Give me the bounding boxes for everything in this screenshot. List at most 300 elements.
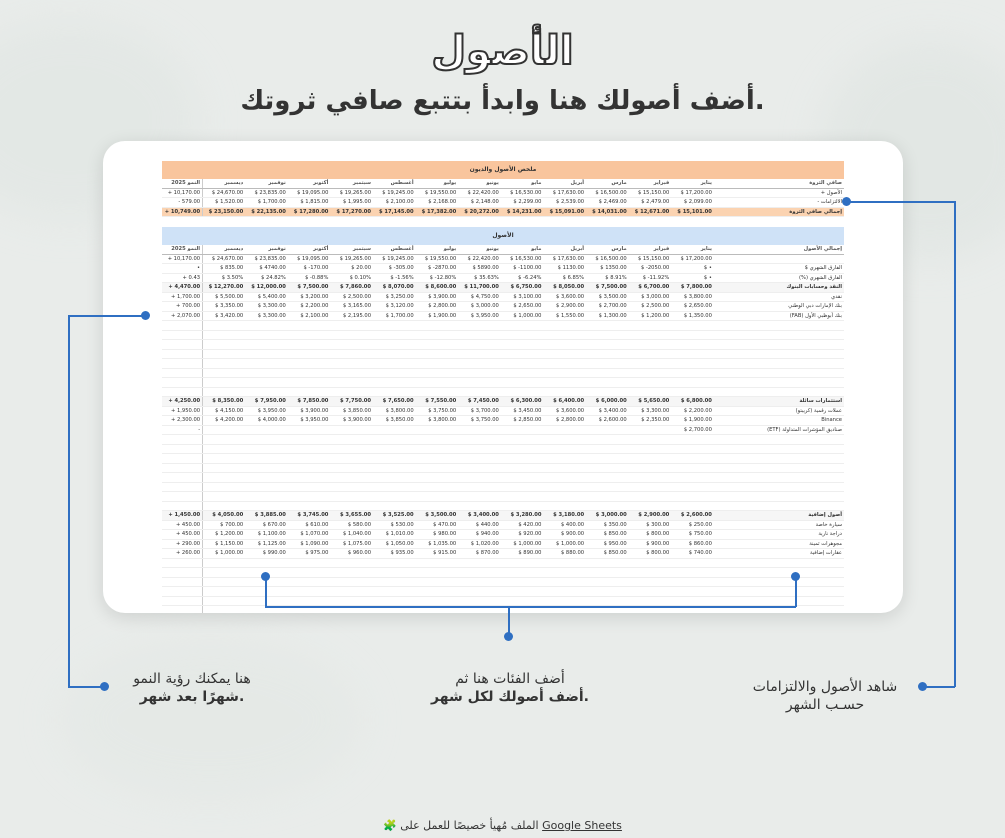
empty-cell xyxy=(416,340,459,350)
asset-item-row[interactable] xyxy=(162,292,844,302)
empty-cell xyxy=(203,321,246,331)
value-cell: $ -1100.00 xyxy=(501,264,544,274)
empty-cell xyxy=(288,587,331,597)
asset-section-row[interactable] xyxy=(162,511,844,521)
empty-row[interactable] xyxy=(162,359,844,369)
empty-cell xyxy=(203,454,246,464)
value-cell: $ 17,630.00 xyxy=(543,254,586,264)
empty-cell xyxy=(162,568,203,578)
value-cell: $ 2,100.00 xyxy=(288,311,331,321)
summary-band: ملخص الأصول والديون xyxy=(162,161,844,179)
empty-cell xyxy=(586,463,629,473)
empty-cell xyxy=(671,473,714,483)
value-cell: $ 7,860.00 xyxy=(330,283,373,293)
empty-cell xyxy=(671,359,714,369)
value-cell: $ 2,500.00 xyxy=(629,302,672,312)
value-cell: $ 6,750.00 xyxy=(501,283,544,293)
empty-cell xyxy=(288,463,331,473)
empty-cell xyxy=(245,587,288,597)
empty-row[interactable] xyxy=(162,492,844,502)
summary-row[interactable] xyxy=(162,198,844,208)
empty-cell xyxy=(416,568,459,578)
value-cell: $ -0.88% xyxy=(288,273,331,283)
empty-cell xyxy=(330,359,373,369)
empty-cell xyxy=(714,558,844,568)
value-cell: $ 700.00 xyxy=(203,520,246,530)
value-cell: $ -2870.00 xyxy=(416,264,459,274)
value-cell: $ 1,520.00 xyxy=(203,198,246,208)
empty-cell xyxy=(458,577,501,587)
value-cell: $ 3,000.00 xyxy=(629,292,672,302)
value-cell: $ 24,670.00 xyxy=(203,254,246,264)
empty-cell xyxy=(543,577,586,587)
value-cell: $ 3,500.00 xyxy=(586,292,629,302)
value-cell: $ 3,900.00 xyxy=(330,416,373,426)
empty-cell xyxy=(543,444,586,454)
asset-item-row[interactable] xyxy=(162,530,844,540)
value-cell: $ 3,120.00 xyxy=(373,302,416,312)
value-cell: $ 990.00 xyxy=(245,549,288,559)
value-cell: $ 17,145.00 xyxy=(373,207,416,217)
empty-cell xyxy=(586,482,629,492)
value-cell: $ 3,165.00 xyxy=(330,302,373,312)
asset-item-row[interactable] xyxy=(162,302,844,312)
empty-cell xyxy=(203,387,246,397)
connector-line xyxy=(954,201,956,687)
empty-cell xyxy=(373,558,416,568)
empty-cell xyxy=(288,321,331,331)
month-header: فبراير xyxy=(629,179,672,188)
asset-item-row[interactable] xyxy=(162,311,844,321)
footer-note: 🧩 الملف مُهيأ خصيصًا للعمل على Google Sheets xyxy=(383,819,622,832)
empty-cell xyxy=(501,435,544,445)
value-cell: $ 3,750.00 xyxy=(416,406,459,416)
asset-item-row[interactable] xyxy=(162,549,844,559)
empty-cell xyxy=(416,558,459,568)
net-worth-total-row[interactable] xyxy=(162,207,844,217)
empty-cell xyxy=(330,349,373,359)
empty-cell xyxy=(543,492,586,502)
value-cell: $ 6,000.00 xyxy=(586,397,629,407)
growth-header: النمو 2025 xyxy=(162,179,203,188)
value-cell: $ 3,850.00 xyxy=(330,406,373,416)
empty-cell xyxy=(501,482,544,492)
row-label: استثمارات سائلة xyxy=(714,397,844,407)
value-cell: $ 3,500.00 xyxy=(416,511,459,521)
empty-cell xyxy=(458,596,501,606)
value-cell: $ 2,148.00 xyxy=(458,198,501,208)
empty-cell xyxy=(203,340,246,350)
value-cell: $ 400.00 xyxy=(543,520,586,530)
empty-cell xyxy=(586,368,629,378)
value-cell xyxy=(543,425,586,435)
value-cell: $ 440.00 xyxy=(458,520,501,530)
empty-cell xyxy=(543,463,586,473)
month-header: نوفمبر xyxy=(245,179,288,188)
value-cell: $ 7,500.00 xyxy=(586,283,629,293)
value-cell: $ 960.00 xyxy=(330,549,373,559)
empty-row[interactable] xyxy=(162,378,844,388)
empty-cell xyxy=(543,568,586,578)
value-cell: $ 12,671.00 xyxy=(629,207,672,217)
value-cell: $ 3,350.00 xyxy=(203,302,246,312)
value-cell: $ 4,050.00 xyxy=(203,511,246,521)
empty-cell xyxy=(162,435,203,445)
empty-cell xyxy=(501,330,544,340)
empty-cell xyxy=(416,330,459,340)
asset-item-row[interactable] xyxy=(162,520,844,530)
asset-item-row[interactable] xyxy=(162,406,844,416)
connector-line xyxy=(68,686,104,688)
empty-cell xyxy=(162,454,203,464)
value-cell: $ 915.00 xyxy=(416,549,459,559)
assets-table xyxy=(162,245,844,613)
summary-row[interactable] xyxy=(162,188,844,198)
empty-cell xyxy=(330,368,373,378)
empty-cell xyxy=(714,473,844,483)
empty-cell xyxy=(671,321,714,331)
empty-cell xyxy=(203,596,246,606)
empty-cell xyxy=(458,340,501,350)
empty-cell xyxy=(543,558,586,568)
empty-cell xyxy=(203,435,246,445)
value-cell: $ 8,600.00 xyxy=(416,283,459,293)
row-label: الفارق الشهري $ xyxy=(714,264,844,274)
empty-cell xyxy=(162,558,203,568)
month-header: ديسمبر xyxy=(203,179,246,188)
value-cell: $ 5,650.00 xyxy=(629,397,672,407)
empty-cell xyxy=(714,577,844,587)
value-cell: $ 975.00 xyxy=(288,549,331,559)
empty-cell xyxy=(373,454,416,464)
empty-cell xyxy=(714,587,844,597)
connector-line xyxy=(68,315,144,317)
empty-cell xyxy=(501,577,544,587)
empty-cell xyxy=(373,568,416,578)
label-header: إجمالي الأصول xyxy=(714,245,844,254)
empty-row[interactable] xyxy=(162,444,844,454)
row-label: الأصول + xyxy=(714,188,844,198)
month-header: يونيو xyxy=(458,245,501,254)
empty-cell xyxy=(458,463,501,473)
empty-cell xyxy=(629,378,672,388)
empty-cell xyxy=(330,321,373,331)
empty-cell xyxy=(245,596,288,606)
empty-cell xyxy=(373,368,416,378)
empty-cell xyxy=(330,568,373,578)
empty-cell xyxy=(629,473,672,483)
growth-cell: + 2,300.00 xyxy=(162,416,203,426)
empty-cell xyxy=(416,349,459,359)
value-cell: $ 19,245.00 xyxy=(373,188,416,198)
empty-cell xyxy=(330,340,373,350)
value-cell: $ 1,995.00 xyxy=(330,198,373,208)
empty-cell xyxy=(714,340,844,350)
value-cell: $ 1,075.00 xyxy=(330,539,373,549)
assets-band: الأصول xyxy=(162,227,844,245)
empty-cell xyxy=(458,482,501,492)
value-cell: $ -1.56% xyxy=(373,273,416,283)
growth-cell: • xyxy=(162,264,203,274)
page-subtitle: أضف أصولك هنا وابدأ بتتبع صافي ثروتك. xyxy=(240,86,765,116)
empty-cell xyxy=(162,463,203,473)
empty-cell xyxy=(330,387,373,397)
empty-cell xyxy=(288,378,331,388)
empty-row[interactable] xyxy=(162,368,844,378)
empty-cell xyxy=(543,359,586,369)
value-cell: $ 3,885.00 xyxy=(245,511,288,521)
empty-cell xyxy=(458,435,501,445)
empty-row[interactable] xyxy=(162,482,844,492)
value-cell: $ 2,800.00 xyxy=(543,416,586,426)
value-cell: $ 7,750.00 xyxy=(330,397,373,407)
empty-cell xyxy=(373,501,416,511)
row-label: النقد وحسابات البنوك xyxy=(714,283,844,293)
asset-item-row[interactable] xyxy=(162,416,844,426)
empty-cell xyxy=(629,463,672,473)
page-title: الأصول xyxy=(431,28,574,74)
empty-cell xyxy=(629,435,672,445)
empty-cell xyxy=(203,482,246,492)
value-cell: $ 23,150.00 xyxy=(203,207,246,217)
month-header: يونيو xyxy=(458,179,501,188)
asset-item-row[interactable] xyxy=(162,539,844,549)
empty-row[interactable] xyxy=(162,340,844,350)
row-label: دراجة نارية xyxy=(714,530,844,540)
empty-cell xyxy=(586,387,629,397)
value-cell: $ 2,479.00 xyxy=(629,198,672,208)
value-cell: $ 16,530.00 xyxy=(501,254,544,264)
empty-cell xyxy=(629,387,672,397)
empty-cell xyxy=(416,368,459,378)
google-sheets-link[interactable]: Google Sheets xyxy=(542,819,622,832)
value-cell: $ 1,000.00 xyxy=(501,311,544,321)
empty-cell xyxy=(543,596,586,606)
value-cell: $ 740.00 xyxy=(671,549,714,559)
empty-cell xyxy=(203,368,246,378)
value-cell: $ 2,650.00 xyxy=(501,302,544,312)
connector-dot-left xyxy=(100,682,109,691)
empty-cell xyxy=(162,501,203,511)
empty-cell xyxy=(203,378,246,388)
empty-cell xyxy=(629,454,672,464)
empty-cell xyxy=(162,444,203,454)
value-cell: $ 800.00 xyxy=(629,549,672,559)
value-cell: $ 19,550.00 xyxy=(416,254,459,264)
empty-cell xyxy=(671,387,714,397)
month-header: أكتوبر xyxy=(288,245,331,254)
value-cell: $ 17,382.00 xyxy=(416,207,459,217)
empty-cell xyxy=(373,435,416,445)
empty-cell xyxy=(288,454,331,464)
summary-table xyxy=(162,179,844,217)
empty-cell xyxy=(543,378,586,388)
empty-cell xyxy=(671,558,714,568)
empty-cell xyxy=(330,482,373,492)
empty-cell xyxy=(671,340,714,350)
empty-cell xyxy=(245,454,288,464)
empty-cell xyxy=(288,340,331,350)
value-cell: $ 3,400.00 xyxy=(586,406,629,416)
empty-cell xyxy=(629,330,672,340)
growth-cell: + 1,950.00 xyxy=(162,406,203,416)
value-cell: $ 1,020.00 xyxy=(458,539,501,549)
empty-row[interactable] xyxy=(162,454,844,464)
empty-cell xyxy=(629,349,672,359)
value-cell xyxy=(330,425,373,435)
empty-row[interactable] xyxy=(162,558,844,568)
empty-cell xyxy=(373,587,416,597)
value-cell: $ 2,200.00 xyxy=(288,302,331,312)
connector-line xyxy=(265,576,267,607)
empty-cell xyxy=(288,501,331,511)
value-cell: $ 15,101.00 xyxy=(671,207,714,217)
empty-cell xyxy=(501,463,544,473)
value-cell: $ 1,000.00 xyxy=(501,539,544,549)
value-cell: $ 3,450.00 xyxy=(501,406,544,416)
empty-cell xyxy=(586,587,629,597)
value-cell: $ 4,750.00 xyxy=(458,292,501,302)
value-cell: $ -2050.00 xyxy=(629,264,672,274)
empty-cell xyxy=(416,387,459,397)
empty-cell xyxy=(330,435,373,445)
value-cell: $ 2,469.00 xyxy=(586,198,629,208)
empty-cell xyxy=(245,378,288,388)
value-cell: $ 2,100.00 xyxy=(373,198,416,208)
value-cell: $ 860.00 xyxy=(671,539,714,549)
empty-cell xyxy=(629,577,672,587)
value-cell: $ 950.00 xyxy=(586,539,629,549)
empty-cell xyxy=(203,501,246,511)
month-header: سبتمبر xyxy=(330,245,373,254)
value-cell xyxy=(245,425,288,435)
empty-cell xyxy=(162,349,203,359)
empty-row[interactable] xyxy=(162,473,844,483)
value-cell: $ 22,420.00 xyxy=(458,254,501,264)
empty-cell xyxy=(416,492,459,502)
empty-cell xyxy=(714,463,844,473)
empty-cell xyxy=(458,359,501,369)
total-assets-row[interactable] xyxy=(162,254,844,264)
value-cell: $ 3,800.00 xyxy=(671,292,714,302)
value-cell: $ -170.00 xyxy=(288,264,331,274)
row-label: الالتزامات - xyxy=(714,198,844,208)
empty-cell xyxy=(203,473,246,483)
value-cell: $ 3,300.00 xyxy=(629,406,672,416)
value-cell: $ 15,091.00 xyxy=(543,207,586,217)
empty-cell xyxy=(714,501,844,511)
empty-cell xyxy=(714,330,844,340)
empty-cell xyxy=(586,501,629,511)
growth-cell: + 700.00 xyxy=(162,302,203,312)
empty-cell xyxy=(162,606,203,614)
empty-cell xyxy=(501,596,544,606)
empty-cell xyxy=(203,444,246,454)
row-label: إجمالي صافي الثروة xyxy=(714,207,844,217)
asset-section-row[interactable] xyxy=(162,397,844,407)
empty-row[interactable] xyxy=(162,387,844,397)
value-cell: $ 6,400.00 xyxy=(543,397,586,407)
asset-section-row[interactable] xyxy=(162,283,844,293)
empty-cell xyxy=(162,587,203,597)
value-cell: $ 22,135.00 xyxy=(245,207,288,217)
empty-cell xyxy=(288,330,331,340)
empty-cell xyxy=(373,321,416,331)
empty-cell xyxy=(373,482,416,492)
empty-cell xyxy=(458,568,501,578)
empty-row[interactable] xyxy=(162,321,844,331)
value-cell: $ 3,950.00 xyxy=(288,416,331,426)
growth-cell: + 450.00 xyxy=(162,520,203,530)
empty-cell xyxy=(586,568,629,578)
value-cell: $ 8,350.00 xyxy=(203,397,246,407)
value-cell: $ 3,900.00 xyxy=(416,292,459,302)
value-cell: $ 5,400.00 xyxy=(245,292,288,302)
empty-cell xyxy=(586,435,629,445)
value-cell: $ 7,850.00 xyxy=(288,397,331,407)
connector-line xyxy=(265,606,796,608)
growth-cell: + 260.00 xyxy=(162,549,203,559)
empty-cell xyxy=(245,359,288,369)
empty-cell xyxy=(671,568,714,578)
empty-row[interactable] xyxy=(162,435,844,445)
value-cell: $ 530.00 xyxy=(373,520,416,530)
spreadsheet xyxy=(162,161,844,613)
value-cell: $ 12,000.00 xyxy=(245,283,288,293)
empty-cell xyxy=(586,330,629,340)
empty-cell xyxy=(288,558,331,568)
value-cell xyxy=(629,425,672,435)
empty-cell xyxy=(586,454,629,464)
value-cell: $ 35.63% xyxy=(458,273,501,283)
value-cell: $ 22,420.00 xyxy=(458,188,501,198)
asset-item-row[interactable] xyxy=(162,425,844,435)
empty-cell xyxy=(162,473,203,483)
empty-row[interactable] xyxy=(162,349,844,359)
value-cell: $ 8,070.00 xyxy=(373,283,416,293)
value-cell: $ 3,745.00 xyxy=(288,511,331,521)
empty-cell xyxy=(416,321,459,331)
value-cell: $ 670.00 xyxy=(245,520,288,530)
empty-cell xyxy=(586,321,629,331)
row-label: صناديق المؤشرات المتداولة (ETF) xyxy=(714,425,844,435)
empty-cell xyxy=(373,349,416,359)
value-cell xyxy=(288,425,331,435)
value-cell: $ 20,272.00 xyxy=(458,207,501,217)
empty-row[interactable] xyxy=(162,330,844,340)
value-cell: $ 610.00 xyxy=(288,520,331,530)
value-cell: $ 15,150.00 xyxy=(629,188,672,198)
empty-cell xyxy=(671,378,714,388)
empty-cell xyxy=(458,378,501,388)
empty-row[interactable] xyxy=(162,463,844,473)
empty-cell xyxy=(330,378,373,388)
empty-cell xyxy=(543,482,586,492)
monthly-diff-row[interactable] xyxy=(162,264,844,274)
empty-cell xyxy=(416,444,459,454)
monthly-pct-row[interactable] xyxy=(162,273,844,283)
value-cell: $ 870.00 xyxy=(458,549,501,559)
value-cell: $ 6.85% xyxy=(543,273,586,283)
empty-cell xyxy=(245,492,288,502)
empty-cell xyxy=(671,349,714,359)
empty-row[interactable] xyxy=(162,501,844,511)
empty-cell xyxy=(543,349,586,359)
value-cell: $ 15,150.00 xyxy=(629,254,672,264)
empty-cell xyxy=(671,596,714,606)
row-label: Binance xyxy=(714,416,844,426)
empty-cell xyxy=(714,349,844,359)
